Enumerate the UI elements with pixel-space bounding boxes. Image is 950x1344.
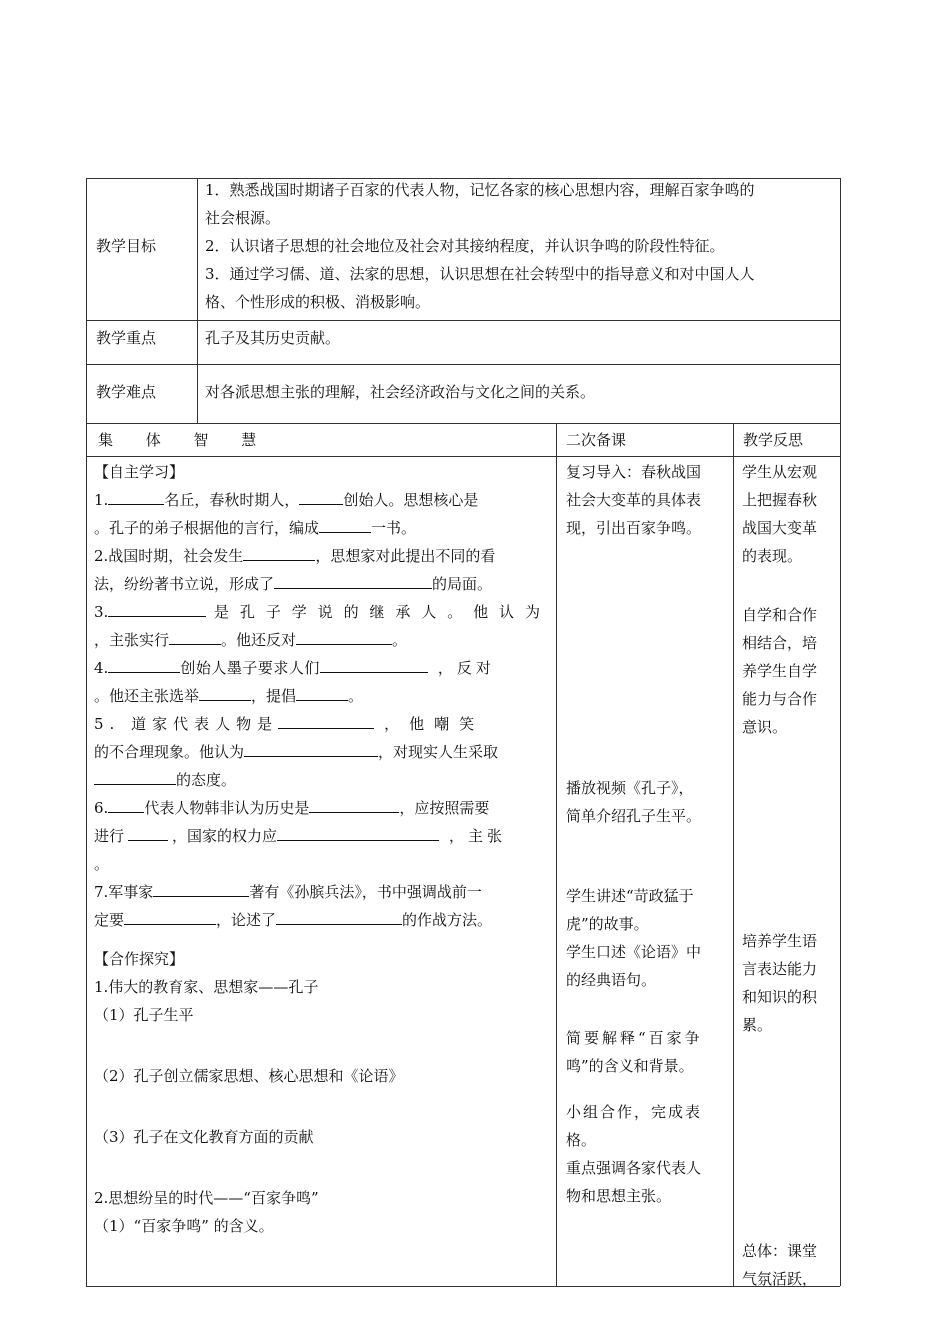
fill-blank[interactable]	[276, 908, 402, 925]
objective-line-2: 社会根源。	[205, 209, 281, 227]
second-prep-block-2: 播放视频《孔子》， 简单介绍孔子生平。	[566, 779, 702, 825]
fill-blank[interactable]	[108, 796, 144, 813]
second-prep-block-3: 学生讲述“苛政猛于 虎”的故事。 学生口述《论语》中 的经典语句。	[566, 887, 702, 989]
objective-line-5: 格、个性形成的积极、消极影响。	[205, 293, 431, 311]
fill-blank[interactable]	[153, 880, 249, 897]
cooperation-item-2: 2.思想纷呈的时代——“百家争鸣”	[94, 1189, 319, 1207]
question-5-line-1: 5. 道家代表人物是 ，他嘲笑	[94, 710, 548, 738]
difficulty-text: 对各派思想主张的理解，社会经济政治与文化之间的关系。	[205, 383, 596, 401]
fill-blank[interactable]	[243, 544, 315, 561]
cooperation-sub-4: （1）“百家争鸣” 的含义。	[94, 1217, 274, 1235]
second-prep-block-1: 复习导入：春秋战国 社会大变革的具体表 现，引出百家争鸣。	[566, 463, 702, 537]
cooperation-sub-2: （2）孔子创立儒家思想、核心思想和《论语》	[94, 1067, 404, 1085]
table-left-border	[86, 178, 87, 1286]
question-3-line-2: ，主张实行 。他还反对 。	[94, 626, 548, 654]
row-divider-keypoint	[86, 364, 840, 365]
question-6-line-2: 进行 ，国家的权力应 ，主张	[94, 822, 548, 850]
question-6-line-1: 6. 代表人物韩非认为历史是 ，应按照需要	[94, 794, 548, 822]
fill-blank[interactable]	[124, 908, 216, 925]
fill-blank[interactable]	[299, 488, 343, 505]
fill-blank[interactable]	[128, 824, 168, 841]
header-collective-wisdom: 集 体 智 慧	[98, 431, 271, 449]
table-right-border	[840, 178, 841, 1286]
self-study-section	[94, 458, 548, 934]
question-5-line-2: 的不合理现象。他认为 ，对现实人生采取	[94, 738, 548, 766]
reflection-block-4: 总体：课堂 气氛活跃，	[742, 1242, 818, 1288]
fill-blank[interactable]	[278, 712, 374, 729]
difficulty-label: 教学难点	[96, 383, 157, 401]
fill-blank[interactable]	[94, 768, 176, 785]
second-prep-block-5: 小组合作，完成表 格。 重点强调各家代表人 物和思想主张。	[566, 1103, 703, 1205]
column-divider-second-prep	[556, 423, 557, 1286]
table-bottom-border	[86, 1286, 840, 1287]
column-divider-reflection	[733, 423, 734, 1286]
objectives-content	[205, 176, 835, 316]
objective-line-1: 1．熟悉战国时期诸子百家的代表人物，记忆各家的核心思想内容，理解百家争鸣的	[205, 181, 755, 199]
fill-blank[interactable]	[244, 740, 378, 757]
question-1-line-1: 1. 名丘，春秋时期人， 创始人。思想核心是	[94, 486, 548, 514]
label-column-divider	[197, 178, 198, 423]
row-divider-difficulty	[86, 423, 840, 424]
objective-line-4: 3．通过学习儒、道、法家的思想，认识思想在社会转型中的指导意义和对中国人人	[205, 265, 755, 283]
header-reflection: 教学反思	[743, 431, 804, 449]
question-7-line-1: 7.军事家 著有《孙膑兵法》，书中强调战前一	[94, 878, 548, 906]
second-prep-block-4: 简要解释“百家争 鸣”的含义和背景。	[566, 1029, 703, 1075]
fill-blank[interactable]	[108, 600, 206, 617]
question-7-line-2: 定要 ，论述了 的作战方法。	[94, 906, 548, 934]
reflection-block-3: 培养学生语 言表达能力 和知识的积 累。	[742, 932, 818, 1034]
fill-blank[interactable]	[277, 824, 439, 841]
fill-blank[interactable]	[199, 684, 251, 701]
fill-blank[interactable]	[296, 684, 348, 701]
question-3-line-1: 3. 是孔子学说的继承人。他认为	[94, 598, 548, 626]
reflection-block-1: 学生从宏观 上把握春秋 战国大变革 的表现。	[742, 463, 818, 565]
question-1-line-2: 。孔子的弟子根据他的言行，编成 一书。	[94, 514, 548, 542]
row-divider-header	[86, 456, 840, 457]
fill-blank[interactable]	[320, 656, 428, 673]
self-study-title: 【自主学习】	[94, 463, 185, 481]
row-divider-objectives	[86, 320, 840, 321]
question-5-line-3: 的态度。	[94, 766, 548, 794]
fill-blank[interactable]	[169, 628, 221, 645]
question-4-line-1: 4. 创始人墨子要求人们 ，反对	[94, 654, 548, 682]
fill-blank[interactable]	[108, 656, 180, 673]
question-2-line-2: 法，纷纷著书立说，形成了 的局面。	[94, 570, 548, 598]
key-point-text: 孔子及其历史贡献。	[205, 329, 341, 347]
cooperation-sub-1: （1）孔子生平	[94, 1006, 194, 1024]
question-2-line-1: 2.战国时期，社会发生 ，思想家对此提出不同的看	[94, 542, 548, 570]
key-point-label: 教学重点	[96, 329, 157, 347]
fill-blank[interactable]	[274, 572, 432, 589]
reflection-block-2: 自学和合作 相结合，培 养学生自学 能力与合作 意识。	[742, 606, 818, 736]
fill-blank[interactable]	[296, 628, 392, 645]
cooperation-sub-3: （3）孔子在文化教育方面的贡献	[94, 1128, 314, 1146]
fill-blank[interactable]	[319, 516, 371, 533]
header-second-prep: 二次备课	[566, 431, 627, 449]
question-4-line-2: 。他还主张选举 ，提倡 。	[94, 682, 548, 710]
fill-blank[interactable]	[108, 488, 164, 505]
objective-line-3: 2．认识诸子思想的社会地位及社会对其接纳程度，并认识争鸣的阶段性特征。	[205, 237, 725, 255]
fill-blank[interactable]	[309, 796, 399, 813]
question-6-line-3: 。	[94, 855, 110, 873]
objectives-label: 教学目标	[96, 237, 157, 255]
cooperation-item-1: 1.伟大的教育家、思想家——孔子	[94, 978, 319, 996]
cooperation-title: 【合作探究】	[94, 950, 185, 968]
